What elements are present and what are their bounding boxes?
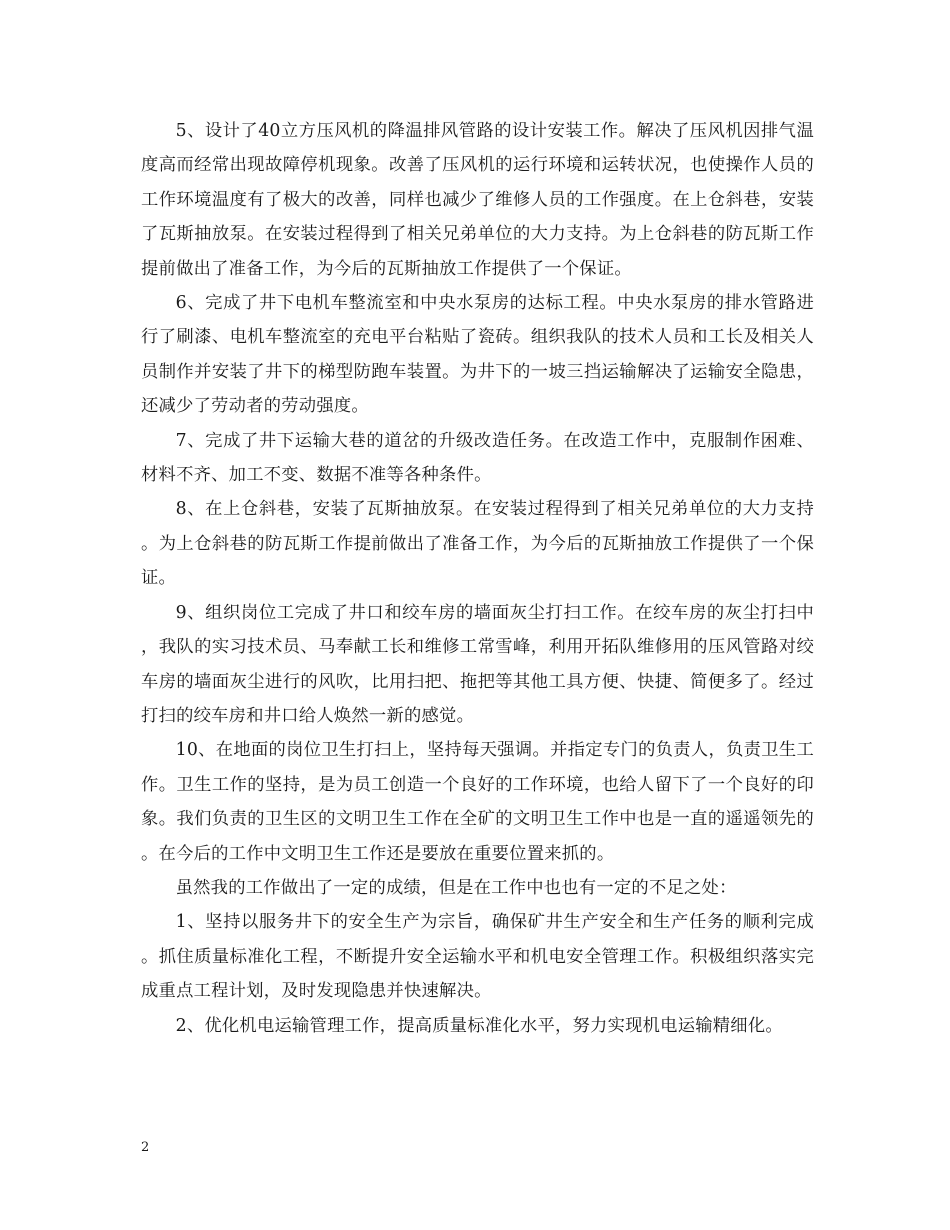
- paragraph-shortcoming-2: 2、优化机电运输管理工作，提高质量标准化水平，努力实现机电运输精细化。: [175, 1015, 783, 1036]
- paragraph-item-8: 8、在上仓斜巷，安装了瓦斯抽放泵。在安装过程得到了相关兄弟单位的大力支持。为上仓斜巷的防瓦斯工作提前做出了准备工作，为今后的瓦斯抽放工作提供了一个保证。: [141, 499, 814, 589]
- paragraph-item-5: 5、设计了40立方压风机的降温排风管路的设计安装工作。解决了压风机因排气温度高而经常出现故障停机现象。改善了压风机的运行环境和运转状况，也使操作人员的工作环境温度有了极大的改善，同样也减少了维修人员的工作强度。在上仓斜巷，安装了瓦斯抽放泵。在安装过程得到了相关兄弟单位的大力支持。为上仓斜巷的防瓦斯工作提前做出了准备工作，为今后的瓦斯抽放工作提供了一个保证。: [141, 121, 814, 279]
- paragraph-shortcomings-intro: 虽然我的工作做出了一定的成绩，但是在工作中也也有一定的不足之处：: [175, 877, 737, 898]
- paragraph-item-6: 6、完成了井下电机车整流室和中央水泵房的达标工程。中央水泵房的排水管路进行了刷漆、电机车整流室的充电平台粘贴了瓷砖。组织我队的技术人员和工长及相关人员制作并安装了井下的梯型防跑车装置。为井下的一坡三挡运输解决了运输安全隐患，还减少了劳动者的劳动强度。: [141, 293, 814, 417]
- paragraph-item-10: 10、在地面的岗位卫生打扫上，坚持每天强调。并指定专门的负责人，负责卫生工作。卫生工作的坚持，是为员工创造一个良好的工作环境，也给人留下了一个良好的印象。我们负责的卫生区的文明卫生工作在全矿的文明卫生工作中也是一直的遥遥领先的。在今后的工作中文明卫生工作还是要放在重要位置来抓的。: [141, 740, 814, 864]
- page-number: 2: [141, 1140, 150, 1155]
- paragraph-item-7: 7、完成了井下运输大巷的道岔的升级改造任务。在改造工作中，克服制作困难、材料不齐、加工不变、数据不准等各种条件。: [141, 430, 814, 486]
- paragraph-shortcoming-1: 1、坚持以服务井下的安全生产为宗旨，确保矿井生产安全和生产任务的顺利完成。抓住质量标准化工程，不断提升安全运输水平和机电安全管理工作。积极组织落实完成重点工程计划，及时发现隐患并快速解决。: [141, 912, 814, 1002]
- document-body: [141, 114, 814, 1043]
- paragraph-item-9: 9、组织岗位工完成了井口和绞车房的墙面灰尘打扫工作。在绞车房的灰尘打扫中，我队的实习技术员、马奉献工长和维修工常雪峰，利用开拓队维修用的压风管路对绞车房的墙面灰尘进行的风吹，比用扫把、拖把等其他工具方便、快捷、简便多了。经过打扫的绞车房和井口给人焕然一新的感觉。: [141, 602, 814, 726]
